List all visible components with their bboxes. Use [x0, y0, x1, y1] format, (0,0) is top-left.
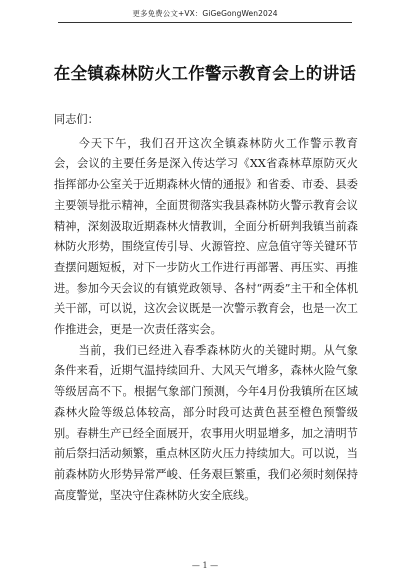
header-note: 更多免费公文+VX：GiGeGongWen2024	[132, 9, 278, 18]
paragraph-1: 今天下午，我们召开这次全镇森林防火工作警示教育会，会议的主要任务是深入传达学习《XX省森林草原防灭火指挥部办公室关于近期森林火情的通报》和省委、市委、县委主要领导批示精神，全面贯彻落实我县森林防火警示教育会议精神，深刻汲取近期森林火情教训，全面分析研判我镇当前森林防火形势，围绕宣传引导、火源管控、应急值守等关键环节查摆问题短板，对下一步防火工作进行再部署、再压实、再推进。参加今天会议的有镇党政领导、各村“两委”主干和全体机关干部，可以说，这次会议既是一次警示教育会，也是一次工作推进会，更是一次责任落实会。	[54, 136, 358, 337]
document-title: 在全镇森林防火工作警示教育会上的讲话	[53, 64, 357, 83]
header-divider	[58, 22, 352, 23]
paragraph-2: 当前，我们已经进入春季森林防火的关键时期。从气象条件来看，近期气温持续回升、大风天气增多，森林火险气象等级居高不下。根据气象部门预测，今年4月份我镇所在区域森林火险等级总体较高，部分时段可达黄色甚至橙色预警级别。春耕生产已经全面展开，农事用火明显增多，加之清明节前后祭扫活动频繁，重点林区防火压力持续加大。可以说，当前森林防火形势异常严峻、任务艰巨繁重，我们必须时刻保持高度警觉，坚决守住森林防火安全底线。	[54, 343, 358, 502]
salutation: 同志们：	[54, 113, 99, 126]
document-body	[54, 110, 358, 506]
page-number: — 1 —	[191, 561, 219, 570]
